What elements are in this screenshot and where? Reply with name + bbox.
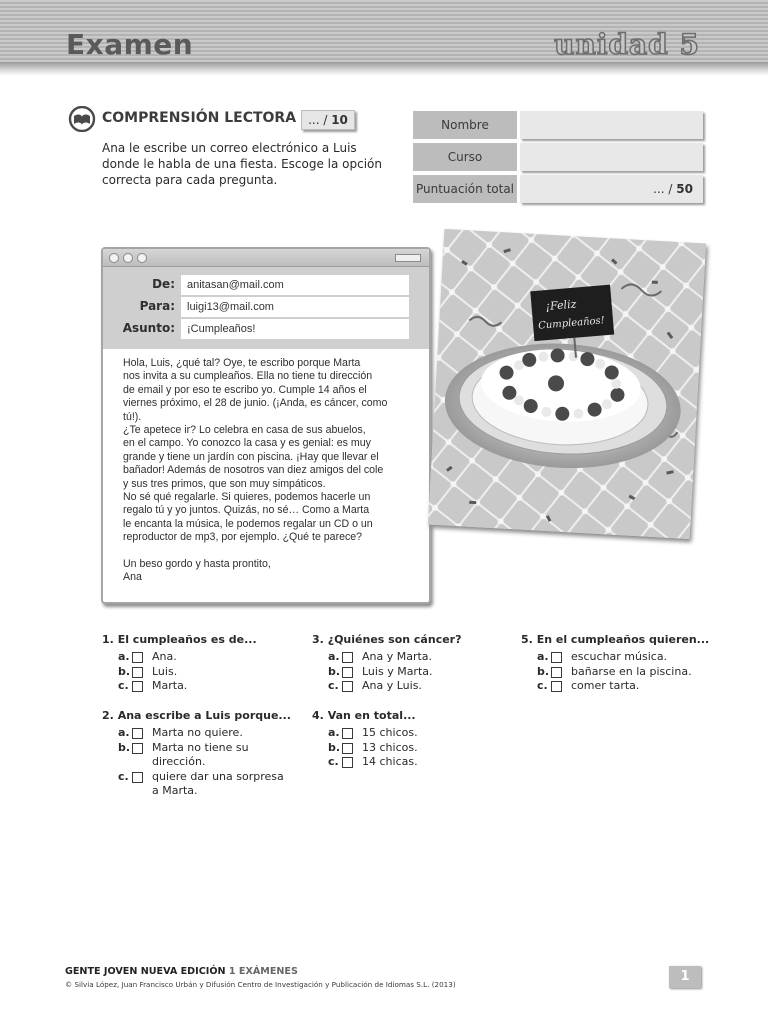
name-field[interactable] xyxy=(520,111,703,139)
course-field[interactable] xyxy=(520,143,703,171)
option-text: Marta. xyxy=(152,679,188,693)
question-4-number: 4. xyxy=(312,709,324,722)
option-text: escuchar música. xyxy=(571,650,668,663)
section-score xyxy=(301,110,355,130)
option-text: Marta no quiere. xyxy=(152,726,243,739)
course-row xyxy=(413,143,703,171)
question-1 xyxy=(102,633,302,694)
email-message: Hola, Luis, ¿qué tal? Oye, te escribo porque Marta nos invita a su cumpleaños. Ella no tiene tu dirección de email y por eso te escribo yo. Cumple 14 años el viernes próximo, el 28 de junio. (¡Anda, es cáncer, como tú!). ¿Te apetece ir? Lo celebra en casa de sus abuelos, en el campo. Yo conozco la casa y es genial: es muy grande y tiene un jardín con piscina. ¡Hay que llevar el bañador! Además de nosotros van diez amigos del cole y sus tres primos, que son muy simpáticos. No sé qué regalarle. Si quieres, podemos hacerle un regalo tú y yo juntos. Quizás, no sé… Como a Marta le encanta la música, le podemos regalar un CD o un reproductor de mp3, por ejemplo. ¿Qué te parece? xyxy=(123,357,388,544)
total-label: Puntuación total xyxy=(413,175,517,203)
option-letter: b. xyxy=(118,664,131,678)
total-max: 50 xyxy=(676,182,693,196)
option-text: 14 chicas. xyxy=(362,755,418,769)
checkbox[interactable] xyxy=(551,667,562,678)
checkbox[interactable] xyxy=(132,652,143,663)
question-5 xyxy=(521,633,721,694)
question-4-option-c xyxy=(312,755,512,770)
name-row xyxy=(413,111,703,139)
option-letter: c. xyxy=(328,755,339,769)
subject-row xyxy=(103,319,429,339)
total-field[interactable] xyxy=(520,175,703,203)
score-max: 10 xyxy=(331,113,348,127)
subject-field[interactable]: ¡Cumpleaños! xyxy=(181,319,409,339)
page-title: Examen xyxy=(66,28,194,61)
checkbox[interactable] xyxy=(342,757,353,768)
email-signoff: Un beso gordo y hasta prontito, Ana xyxy=(123,557,271,584)
question-3-option-b xyxy=(312,665,512,680)
option-letter: a. xyxy=(118,726,130,739)
question-5-number: 5. xyxy=(521,633,533,646)
question-5-option-a xyxy=(521,650,721,665)
from-row xyxy=(103,275,429,295)
subject-label: Asunto: xyxy=(122,321,175,335)
option-letter: a. xyxy=(537,650,549,663)
checkbox[interactable] xyxy=(132,743,143,754)
email-header xyxy=(103,267,429,349)
checkbox[interactable] xyxy=(551,652,562,663)
option-text: comer tarta. xyxy=(571,679,640,693)
checkbox[interactable] xyxy=(132,728,143,739)
from-label: De: xyxy=(152,277,175,291)
window-titlebar xyxy=(103,249,429,267)
checkbox[interactable] xyxy=(132,667,143,678)
option-text: Luis y Marta. xyxy=(362,664,433,678)
birthday-cake-photo xyxy=(428,229,706,539)
option-text: Ana y Marta. xyxy=(362,650,433,663)
email-body xyxy=(123,357,415,585)
option-text: Marta no tiene su dirección. xyxy=(152,740,249,769)
checkbox[interactable] xyxy=(342,681,353,692)
option-text: quiere dar una sorpresa a Marta. xyxy=(152,769,284,798)
to-label: Para: xyxy=(139,299,175,313)
question-3-title xyxy=(312,633,512,647)
question-4-title xyxy=(312,709,512,723)
footer-level: 1 xyxy=(228,966,236,977)
checkbox[interactable] xyxy=(342,743,353,754)
question-1-option-a xyxy=(102,650,302,665)
question-3 xyxy=(312,633,512,694)
option-letter: a. xyxy=(328,726,340,739)
option-text: Luis. xyxy=(152,664,178,678)
from-field[interactable]: anitasan@mail.com xyxy=(181,275,409,295)
page-number: 1 xyxy=(669,966,701,988)
option-letter: b. xyxy=(328,664,341,678)
checkbox[interactable] xyxy=(132,772,143,783)
option-text: 13 chicos. xyxy=(362,740,418,754)
question-2-option-a xyxy=(102,726,302,741)
option-letter: c. xyxy=(537,679,548,693)
option-letter: b. xyxy=(328,740,341,754)
total-row xyxy=(413,175,703,203)
instructions: Ana le escribe un correo electrónico a Luis donde le habla de una fiesta. Escoge la opción correcta para cada pregunta. xyxy=(102,141,382,187)
question-3-option-a xyxy=(312,650,512,665)
option-letter: c. xyxy=(118,769,129,783)
sign-line-2: Cumpleaños! xyxy=(537,315,606,332)
footer-book: GENTE JOVEN NUEVA EDICIÓN xyxy=(65,966,226,977)
header-torn-edge xyxy=(0,62,768,76)
question-2-option-c xyxy=(102,770,292,799)
question-5-option-c xyxy=(521,679,721,694)
book-icon xyxy=(68,106,96,132)
question-1-option-b xyxy=(102,665,302,680)
question-3-number: 3. xyxy=(312,633,324,646)
question-3-option-c xyxy=(312,679,512,694)
course-label: Curso xyxy=(413,143,517,171)
question-1-text: El cumpleaños es de... xyxy=(117,633,257,646)
question-5-title xyxy=(521,633,721,647)
question-1-number: 1. xyxy=(102,633,114,646)
score-prefix: ... / xyxy=(308,113,332,127)
question-4 xyxy=(312,709,512,770)
total-score xyxy=(653,182,693,196)
option-text: 15 chicos. xyxy=(362,726,418,739)
option-letter: a. xyxy=(328,650,340,663)
footer-section: EXÁMENES xyxy=(238,966,298,977)
checkbox[interactable] xyxy=(342,667,353,678)
question-5-text: En el cumpleaños quieren... xyxy=(536,633,710,646)
checkbox[interactable] xyxy=(342,728,353,739)
footer-copyright: © Silvia López, Juan Francisco Urbán y Difusión Centro de Investigación y Publicación de Idiomas S.L. (2013) xyxy=(65,980,456,989)
question-3-text: ¿Quiénes son cáncer? xyxy=(327,633,462,646)
option-text: Ana. xyxy=(152,650,177,663)
window-close-icon[interactable] xyxy=(109,253,119,263)
to-field[interactable]: luigi13@mail.com xyxy=(181,297,409,317)
question-1-option-c xyxy=(102,679,302,694)
unit-label: unidad 5 xyxy=(554,28,700,61)
option-text: Ana y Luis. xyxy=(362,679,422,693)
option-letter: c. xyxy=(328,679,339,693)
email-window xyxy=(101,247,431,604)
question-2-text: Ana escribe a Luis porque... xyxy=(117,709,291,722)
question-1-title xyxy=(102,633,302,647)
option-letter: c. xyxy=(118,679,129,693)
checkbox[interactable] xyxy=(342,652,353,663)
question-2-option-b xyxy=(102,741,272,770)
window-minimize-icon[interactable] xyxy=(123,253,133,263)
sign-line-1: ¡Feliz xyxy=(545,297,577,314)
question-2 xyxy=(102,709,302,799)
footer-title xyxy=(65,966,298,977)
checkbox[interactable] xyxy=(551,681,562,692)
window-resize-icon xyxy=(395,254,421,262)
to-row xyxy=(103,297,429,317)
question-2-number: 2. xyxy=(102,709,114,722)
option-letter: a. xyxy=(118,650,130,663)
question-4-option-a xyxy=(312,726,512,741)
section-title: COMPRENSIÓN LECTORA xyxy=(102,110,297,126)
question-2-title xyxy=(102,709,302,723)
checkbox[interactable] xyxy=(132,681,143,692)
question-5-option-b xyxy=(521,665,721,680)
window-maximize-icon[interactable] xyxy=(137,253,147,263)
name-label: Nombre xyxy=(413,111,517,139)
question-4-option-b xyxy=(312,741,512,756)
option-text: bañarse en la piscina. xyxy=(571,664,692,678)
option-letter: b. xyxy=(118,740,131,754)
option-letter: b. xyxy=(537,664,550,678)
total-prefix: ... / xyxy=(653,182,677,196)
question-4-text: Van en total... xyxy=(327,709,416,722)
